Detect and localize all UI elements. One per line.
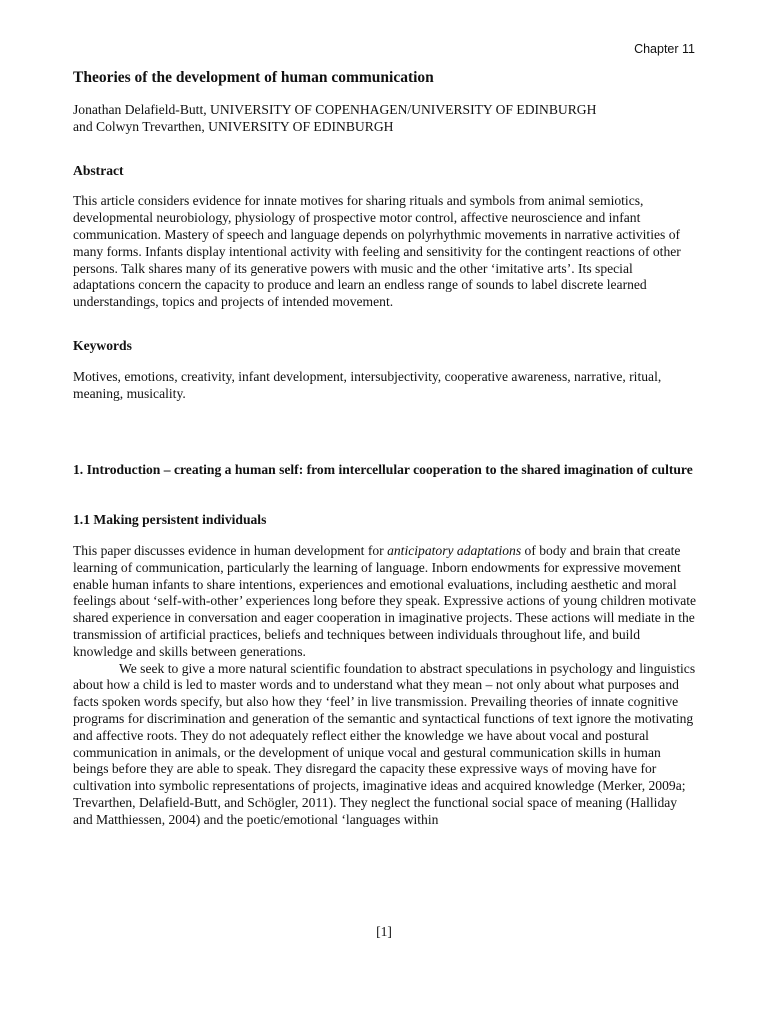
author-block — [73, 102, 697, 136]
section-1-heading: 1. Introduction – creating a human self: from intercellular cooperation to the shared imagination of culture — [73, 462, 693, 478]
paper-body — [73, 68, 697, 829]
para1-emphasis: anticipatory adaptations — [387, 542, 522, 558]
paper-title: Theories of the development of human communication — [73, 69, 434, 86]
para1-text-end: of body and brain that create learning of communication, particularly the learning of language. Inborn endowments for expressive movement enable human infants to share intentions, experiences and emotional evaluations, including aesthetic and moral feelings about ‘self-with-other’ experiences long before they speak. Expressive actions of young children motivate shared experience in conversation and eager cooperation in imaginative projects. These actions will mediate in the transmission of artificial practices, beliefs and techniques between individuals throughout life, and build knowledge and skills between generations. — [73, 542, 697, 659]
abstract-heading: Abstract — [73, 162, 124, 178]
keywords-heading: Keywords — [73, 337, 132, 353]
chapter-label: Chapter 11 — [634, 42, 695, 56]
page-number: [1] — [376, 924, 392, 939]
body-paragraph-1 — [73, 543, 697, 661]
body-paragraph-2: We seek to give a more natural scientific foundation to abstract speculations in psychology and linguistics about how a child is led to master words and to understand what they mean – not only about what purposes and facts spoken words specify, but also how they ‘feel’ in live transmission. Prevailing theories of innate cognitive programs for discrimination and generation of the semantic and syntactical functions of text ignore the motivating and affective roots. They do not adequately reflect either the knowledge we have about vocal and postural communication in animals, or the development of unique vocal and gestural communication skills in human beings before they are able to speak. They disregard the capacity these expressive ways of moving have for cultivation into symbolic representations of projects, imaginative ideas and acquired knowledge (Merker, 2009a; Trevarthen, Delafield-Butt, and Schögler, 2011). They neglect the functional social space of meaning (Halliday and Matthiessen, 2004) and the poetic/emotional ‘languages within — [73, 660, 696, 827]
subsection-1-1-heading: 1.1 Making persistent individuals — [73, 512, 267, 528]
author-line-2: and Colwyn Trevarthen, UNIVERSITY OF EDINBURGH — [73, 118, 394, 134]
author-line-1: Jonathan Delafield-Butt, UNIVERSITY OF COPENHAGEN/UNIVERSITY OF EDINBURGH — [73, 102, 597, 117]
abstract-text: This article considers evidence for innate motives for sharing rituals and symbols from animal semiotics, developmental neurobiology, physiology of prospective motor control, affective neuroscience and infant communication. Mastery of speech and language depends on polyrhythmic movements in narrative activities of many forms. Infants display intentional activity with feeling and sensitivity for the contingent reactions of other persons. Talk shares many of its generative powers with music and the other ‘imitative arts’. Its special adaptations concern the capacity to produce and learn an endless range of sounds to label discrete learned understandings, topics and projects of intended movement. — [73, 193, 681, 310]
keywords-text: Motives, emotions, creativity, infant development, intersubjectivity, cooperative awareness, narrative, ritual, meaning, musicality. — [73, 368, 662, 401]
para1-text-start: This paper discusses evidence in human development for — [73, 542, 388, 558]
